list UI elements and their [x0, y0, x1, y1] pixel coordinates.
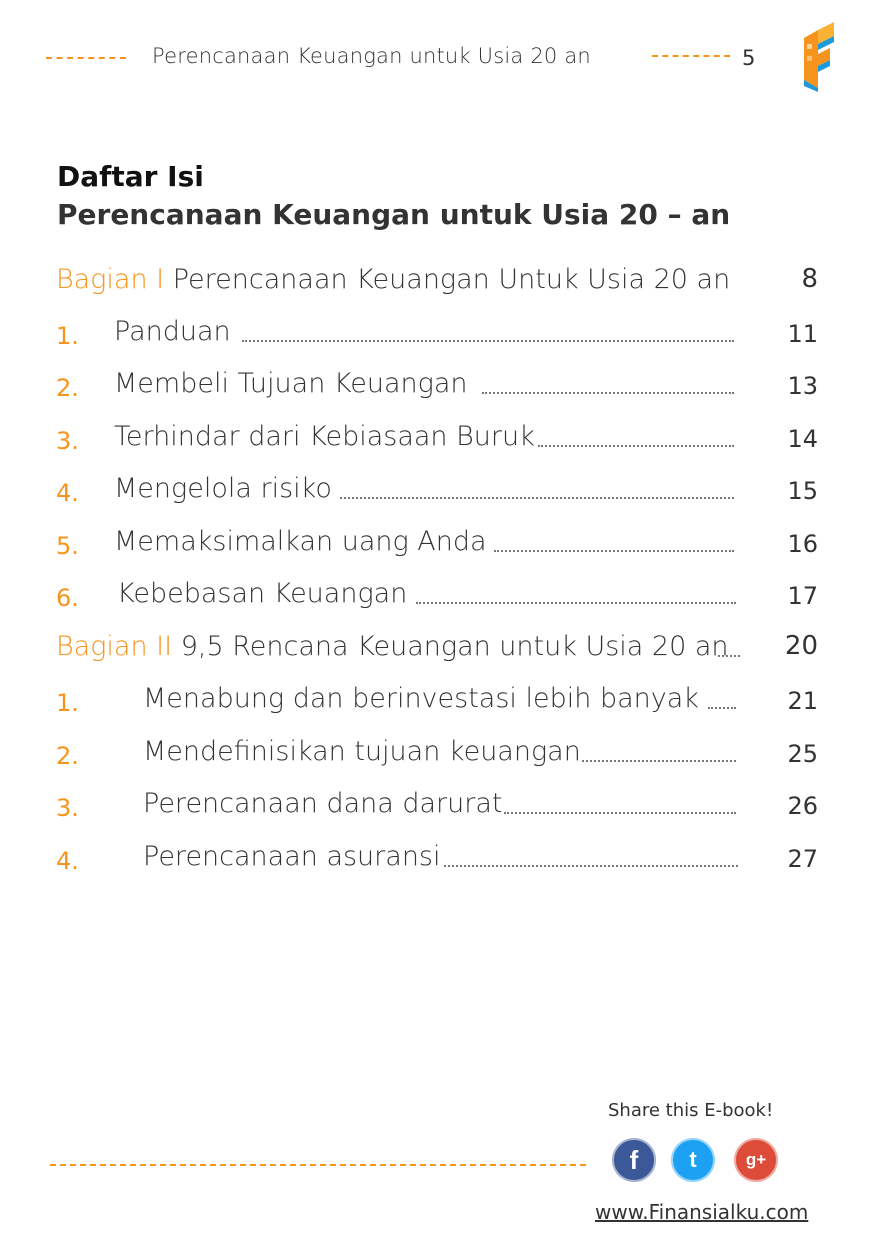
toc-leader-dots	[504, 812, 736, 814]
toc-page-number: 17	[787, 582, 818, 610]
footer-dash	[50, 1164, 586, 1166]
toc-entry[interactable]	[0, 473, 874, 513]
toc-page-number: 16	[787, 530, 818, 558]
website-link[interactable]: www.Finansialku.com	[595, 1200, 809, 1224]
toc-part-1[interactable]	[0, 264, 874, 304]
toc-leader-dots	[718, 655, 740, 657]
finansialku-logo-icon	[800, 20, 836, 92]
toc-entry[interactable]	[0, 316, 874, 356]
toc-page-number: 25	[787, 740, 818, 768]
toc-entry-title: Perencanaan dana darurat	[143, 788, 503, 819]
toc-leader-dots	[538, 445, 734, 447]
toc-part-label	[56, 264, 730, 295]
toc-entry[interactable]	[0, 578, 874, 618]
toc-page-number: 11	[787, 320, 818, 348]
toc-entry-number: 3.	[56, 427, 79, 455]
toc-title: Daftar Isi	[57, 160, 204, 193]
toc-leader-dots	[708, 707, 736, 709]
toc-entry-number: 2.	[56, 374, 79, 402]
toc-part-label	[56, 631, 729, 662]
toc-entry-title: Kebebasan Keuangan	[117, 578, 408, 609]
toc-heading	[57, 158, 730, 234]
running-header-title: Perencanaan Keuangan untuk Usia 20 an	[152, 44, 591, 68]
toc-leader-dots	[444, 865, 738, 867]
toc-page-number: 8	[801, 264, 818, 294]
toc-page-number: 26	[787, 792, 818, 820]
toc-part-2[interactable]	[0, 631, 874, 671]
toc-entry[interactable]	[0, 526, 874, 566]
toc-entry-title: Menabung dan berinvestasi lebih banyak	[143, 683, 699, 714]
toc-leader-dots	[482, 392, 734, 394]
toc-subtitle: Perencanaan Keuangan untuk Usia 20 – an	[57, 198, 731, 231]
toc-page-number: 21	[787, 687, 818, 715]
toc-entry-number: 5.	[56, 532, 79, 560]
toc-entry[interactable]	[0, 368, 874, 408]
toc-entry-title: Perencanaan asuransi	[143, 841, 441, 872]
twitter-icon[interactable]: t	[671, 1138, 715, 1182]
toc-entry-number: 4.	[56, 847, 79, 875]
toc-entry-number: 3.	[56, 794, 79, 822]
part-tag: Bagian II	[56, 631, 173, 662]
toc-entry[interactable]	[0, 736, 874, 776]
toc-entry-title: Mendefinisikan tujuan keuangan	[143, 736, 581, 767]
toc-page-number: 27	[787, 845, 818, 873]
toc-entry-number: 6.	[56, 584, 79, 612]
toc-page-number: 20	[784, 631, 818, 661]
toc-entry-title: Memaksimalkan uang Anda	[114, 526, 487, 557]
header-dash-left	[46, 57, 126, 59]
google-plus-icon[interactable]: g+	[734, 1138, 778, 1182]
toc-leader-dots	[494, 550, 734, 552]
part-tag: Bagian I	[56, 264, 165, 295]
toc-entry-number: 1.	[56, 689, 79, 717]
toc-entry-title: Membeli Tujuan Keuangan	[114, 368, 468, 399]
toc-leader-dots	[242, 340, 734, 342]
header-dash-right	[652, 55, 730, 57]
toc-entry[interactable]	[0, 788, 874, 828]
toc-entry[interactable]	[0, 421, 874, 461]
toc-entry[interactable]	[0, 841, 874, 881]
toc-page-number: 13	[787, 372, 818, 400]
toc-entry-title: Terhindar dari Kebiasaan Buruk	[114, 421, 535, 452]
toc-leader-dots	[340, 497, 734, 499]
toc-leader-dots	[582, 760, 736, 762]
toc-entry[interactable]	[0, 683, 874, 723]
page-number: 5	[742, 46, 756, 70]
toc-entry-number: 4.	[56, 479, 79, 507]
toc-page-number: 15	[787, 477, 818, 505]
part-title: 9,5 Rencana Keuangan untuk Usia 20 an	[180, 631, 729, 662]
toc-entry-title: Panduan	[114, 316, 231, 347]
facebook-icon[interactable]: f	[612, 1138, 656, 1182]
part-title: Perencanaan Keuangan Untuk Usia 20 an	[172, 264, 731, 295]
toc-entry-number: 2.	[56, 742, 79, 770]
toc-leader-dots	[416, 602, 736, 604]
toc-page-number: 14	[787, 425, 818, 453]
toc-entry-number: 1.	[56, 322, 79, 350]
toc-entry-title: Mengelola risiko	[114, 473, 332, 504]
share-ebook-text: Share this E-book!	[608, 1100, 774, 1121]
